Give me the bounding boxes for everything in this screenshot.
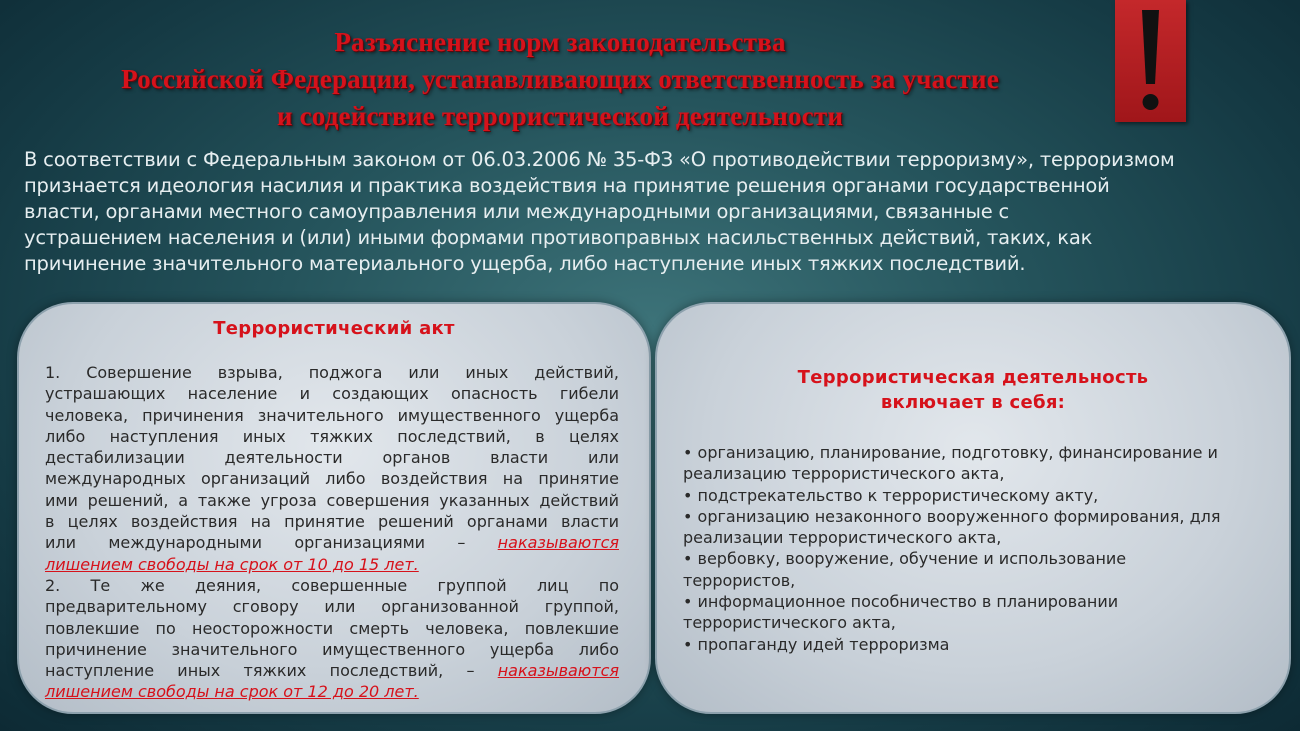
terrorist-activity-panel — [655, 302, 1291, 714]
text-line: либо наступления иных тяжких последствий, в целях — [45, 426, 619, 446]
text-line: причинение значительного имущественного ущерба либо — [45, 639, 619, 659]
text-line: повлекшие по неосторожности смерть человека, повлекшие — [45, 618, 619, 638]
intro-line: признается идеология насилия и практика воздействия на принятие решения органами государственной — [24, 174, 1110, 197]
text-line-with-penalty — [45, 660, 619, 681]
heading-line: Террористическая деятельность — [797, 367, 1149, 388]
list-item: • организацию, планирование, подготовку, финансирование и — [683, 443, 1218, 462]
title-line: Российской Федерации, устанавливающих ответственность за участие — [121, 64, 999, 94]
terrorist-act-text — [45, 362, 619, 703]
text-line: предварительному сговору или организованной группой, — [45, 597, 619, 617]
intro-line: власти, органами местного самоуправления или международными организациями, связанные с — [24, 200, 1010, 223]
warning-sign — [1115, 0, 1186, 122]
panel-heading: Террористический акт — [213, 318, 455, 339]
list-item: реализацию террористического акта, — [683, 464, 1005, 484]
text-line: 2. Те же деяния, совершенные группой лиц по — [45, 575, 619, 595]
heading-line: включает в себя: — [880, 392, 1066, 413]
list-item: • организацию незаконного вооруженного формирования, для — [683, 506, 1221, 526]
title-line: и содействие террористической деятельности — [276, 101, 844, 131]
penalty-term: лишением свободы на срок от 12 до 20 лет. — [45, 682, 419, 702]
list-item: террористического акта, — [683, 613, 896, 633]
text-line: в целях воздействия на принятие решений органами власти — [45, 512, 619, 532]
activity-list — [683, 442, 1263, 655]
exclamation-icon — [1115, 0, 1186, 122]
list-item: • подстрекательство к террористическому акту, — [683, 485, 1099, 505]
title-line: Разъяснение норм законодательства — [334, 27, 786, 57]
list-item: • вербовку, вооружение, обучение и использование — [683, 549, 1127, 569]
list-item: террористов, — [683, 570, 796, 590]
terrorist-act-panel — [17, 302, 651, 714]
panel-heading — [657, 365, 1289, 415]
text-line: международных организаций либо воздействия на принятие — [45, 469, 619, 489]
text-line: 1. Совершение взрыва, поджога или иных действий, — [45, 363, 619, 382]
list-item: реализации террористического акта, — [683, 528, 1002, 548]
penalty-text — [45, 554, 619, 575]
text-fragment: или международными организациями – — [45, 533, 466, 553]
text-line-with-penalty — [45, 532, 619, 553]
list-item: • информационное пособничество в планировании — [683, 592, 1119, 612]
intro-line: устрашением населения и (или) иными формами противоправных насильственных действий, таких, как — [24, 226, 1093, 249]
penalty-term: лишением свободы на срок от 10 до 15 лет. — [45, 554, 419, 574]
text-line: ими решений, а также угроза совершения указанных действий — [45, 490, 619, 510]
text-line: человека, причинения значительного имущественного ущерба — [45, 405, 619, 425]
intro-line: причинение значительного материального ущерба, либо наступление иных тяжких последствий. — [24, 252, 1026, 275]
intro-line: В соответствии с Федеральным законом от 06.03.2006 № 35-ФЗ «О противодействии терроризму», терроризмом — [24, 148, 1175, 171]
text-line: устрашающих население и создающих опасность гибели — [45, 384, 619, 404]
penalty-keyword: наказываются — [497, 533, 619, 553]
text-line: дестабилизации деятельности органов власти или — [45, 448, 619, 468]
intro-paragraph — [24, 147, 1274, 277]
slide-title — [20, 24, 1100, 135]
penalty-keyword: наказываются — [497, 661, 620, 681]
penalty-text — [45, 681, 619, 702]
list-item: • пропаганду идей терроризма — [683, 634, 950, 654]
text-fragment: наступление иных тяжких последствий, – — [45, 661, 475, 681]
